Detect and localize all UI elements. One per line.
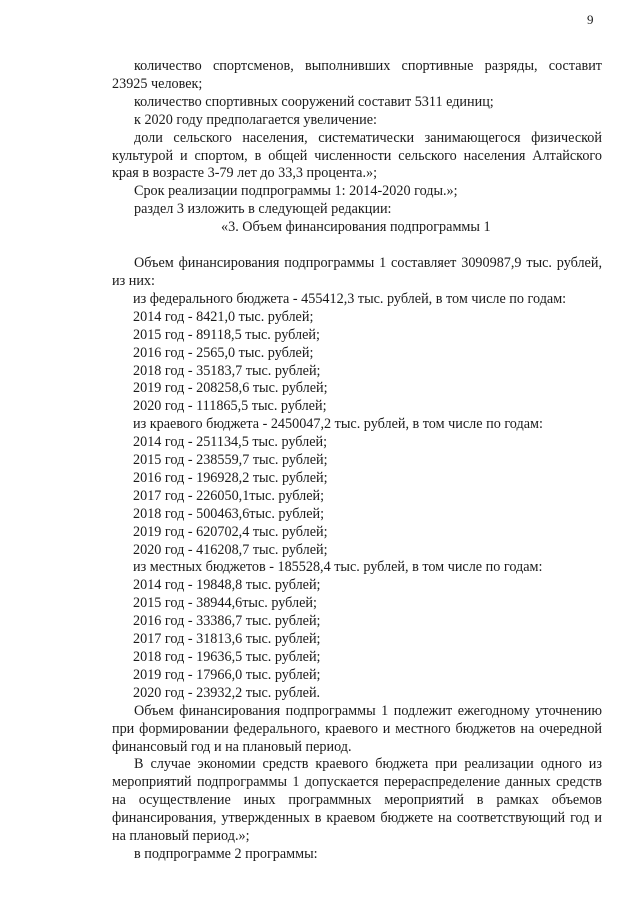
paragraph-subprogram-2: в подпрограмме 2 программы: [134, 845, 318, 862]
blank-line [112, 237, 602, 255]
local-year-2014: 2014 год - 19848,8 тыс. рублей; [133, 577, 321, 594]
regional-year-2020: 2020 год - 416208,7 тыс. рублей; [133, 541, 328, 558]
local-budget-label: из местных бюджетов - 185528,4 тыс. рублей, в том числе по годам: [133, 559, 543, 576]
page-number: 9 [587, 12, 594, 27]
local-year-2018: 2018 год - 19636,5 тыс. рублей; [133, 649, 321, 665]
federal-year-2018: 2018 год - 35183,7 тыс. рублей; [133, 362, 321, 379]
paragraph-annual-adjustment: Объем финансирования подпрограммы 1 подлежит ежегодному уточнению при формировании федерального, краевого и местного бюджетов на очередной финансовый год и на плановый период. [112, 702, 602, 755]
section-heading: «3. Объем финансирования подпрограммы 1 [221, 219, 491, 236]
regional-budget-label: из краевого бюджета - 2450047,2 тыс. рублей, в том числе по годам: [133, 416, 543, 433]
federal-year-2014: 2014 год - 8421,0 тыс. рублей; [133, 308, 314, 325]
regional-year-2015: 2015 год - 238559,7 тыс. рублей; [133, 452, 328, 469]
paragraph-savings-redistribution: В случае экономии средств краевого бюджета при реализации одного из мероприятий подпрограммы 1 допускается перераспределение данных средств на осуществление иных программных мероприятий в рамках объемов финансирования, утвержденных в краевом бюджете на соответствующий год и на плановый период.»; [112, 756, 602, 845]
local-year-2020: 2020 год - 23932,2 тыс. рублей. [133, 684, 321, 701]
federal-budget-label: из федерального бюджета - 455412,3 тыс. рублей, в том числе по годам: [133, 290, 567, 307]
paragraph-increase: к 2020 году предполагается увеличение: [134, 111, 377, 128]
local-year-2015: 2015 год - 38944,6тыс. рублей; [133, 595, 317, 612]
regional-year-2019: 2019 год - 620702,4 тыс. рублей; [133, 523, 328, 540]
regional-year-2018: 2018 год - 500463,6тыс. рублей; [133, 505, 325, 522]
federal-year-2020: 2020 год - 111865,5 тыс. рублей; [133, 398, 327, 415]
local-year-2017: 2017 год - 31813,6 тыс. рублей; [133, 631, 321, 648]
paragraph-section-intro: раздел 3 изложить в следующей редакции: [134, 201, 392, 218]
regional-year-2014: 2014 год - 251134,5 тыс. рублей; [133, 434, 328, 451]
paragraph-rural-share: доли сельского населения, систематически занимающегося физической культурой и спортом, в общей численности сельского населения Алтайского края в возрасте 3-79 лет до 33,3 процента.»; [112, 129, 602, 182]
regional-year-2016: 2016 год - 196928,2 тыс. рублей; [133, 469, 328, 486]
paragraph-facilities: количество спортивных сооружений составит 5311 единиц; [134, 93, 494, 110]
local-year-2019: 2019 год - 17966,0 тыс. рублей; [133, 666, 321, 683]
paragraph-total-financing: Объем финансирования подпрограммы 1 составляет 3090987,9 тыс. рублей, из них: [112, 255, 602, 289]
paragraph-term: Срок реализации подпрограммы 1: 2014-2020 годы.»; [134, 183, 458, 200]
paragraph-athletes: количество спортсменов, выполнивших спортивные разряды, составит 23925 человек; [112, 58, 602, 92]
local-year-2016: 2016 год - 33386,7 тыс. рублей; [133, 613, 321, 630]
federal-year-2019: 2019 год - 208258,6 тыс. рублей; [133, 380, 328, 397]
regional-year-2017: 2017 год - 226050,1тыс. рублей; [133, 487, 325, 504]
federal-year-2016: 2016 год - 2565,0 тыс. рублей; [133, 344, 314, 361]
federal-year-2015: 2015 год - 89118,5 тыс. рублей; [133, 326, 320, 343]
document-body [112, 58, 602, 864]
